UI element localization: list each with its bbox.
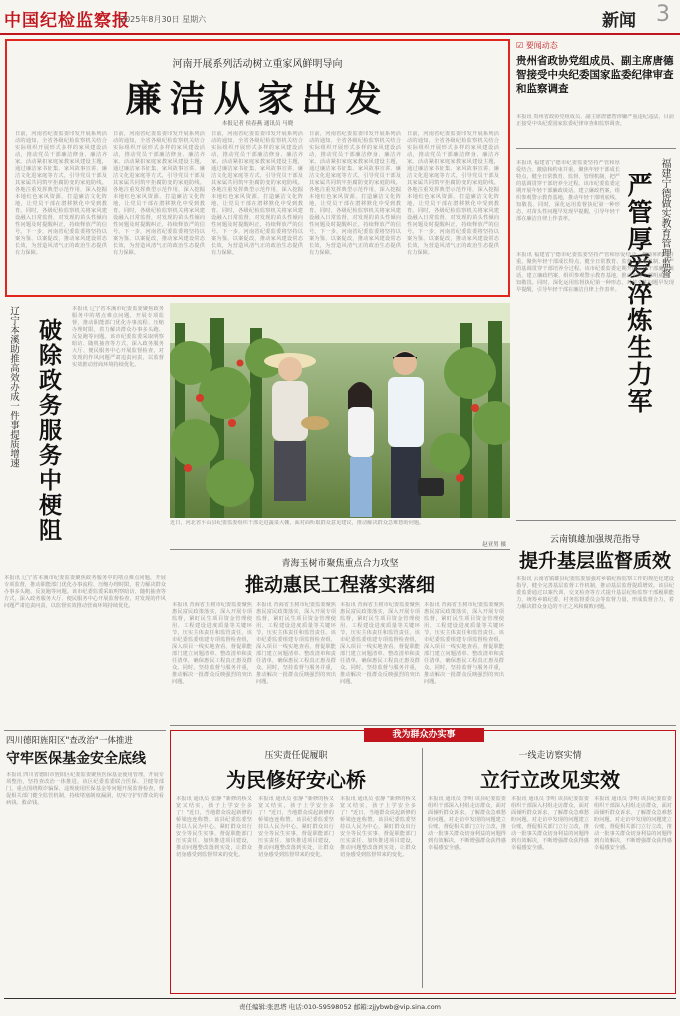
center-headline: 推动惠民工程落实落细 [244,574,435,596]
divider [4,730,166,731]
right-lower-article[interactable] [516,524,676,724]
column-label: ☑ 要闻动态 [516,41,558,50]
center-kicker: 青海玉树市聚焦重点合力攻坚 [281,559,399,569]
left-feature-body-continued: 本报讯 辽宁省本溪市纪委监委聚焦政务服务中的堵点难点问题，开展专项监督，推动职能部门优化办事流程、压缩办理时限，着力解决群众办事多头跑、反复跑等问题。该市纪委监委采取明察暗访、随机抽查等方式，深入政务服务大厅、便民服务中心开展监督检查，对发现的作风问题严肃追责问责，以监督实效推动营商环境持续优化。 [4,575,166,609]
lead-article[interactable] [5,39,510,297]
bottom-center-kicker: 压实责任促履职 [264,751,328,761]
footer-rule [4,998,676,999]
right-feature-kicker: 福建宁德做实教育管理监督 [659,158,670,278]
center-body-col4: 本报讯 青海省玉树市纪委监委聚焦惠民富民政策落实，深入开展专项监督，紧盯民生项目资金管理使用、工程建设进度质量等关键环节，压实主体责任和监管责任。该市纪委监委组建专项监督检查组，深入项目一线实地查看，督促职能部门建立问题清单、整改清单和责任清单，确保惠民工程真正惠及群众。同时，坚持监督与服务并重，推动解决一批群众反映强烈的突出问题。 [424,602,504,685]
left-feature-kicker: 辽宁本溪助推高效办成一件事提质增速 [8,306,19,468]
bottom-left-article[interactable] [4,734,166,994]
center-body-col2: 本报讯 青海省玉树市纪委监委聚焦惠民富民政策落实，深入开展专项监督，紧盯民生项目资金管理使用、工程建设进度质量等关键环节，压实主体责任和监管责任。该市纪委监委组建专项监督检查组，深入项目一线实地查看，督促职能部门建立问题清单、整改清单和责任清单，确保惠民工程真正惠及群众。同时，坚持监督与服务并重，推动解决一批群众反映强烈的突出问题。 [256,602,336,685]
left-feature[interactable] [4,302,166,572]
top-right-headline: 贵州省政协党组成员、副主席唐德智接受中央纪委国家监委纪律审查和监察调查 [516,55,674,95]
photo-caption: 近日，河北省平山县纪委监委组织干部走进蔬菜大棚，面对面听取群众意见建议，推动解决群众急难愁盼问题。 [170,520,425,526]
bottom-center-headline: 为民修好安心桥 [226,768,366,792]
bottom-right-body-col2: 本报讯 通讯员 李明 该县纪委监委组织干部深入村组走访群众，面对面倾听群众诉求，了解群众急难愁盼问题。对走访中发现的问题建立台账，督促相关部门立行立改，推动一批事关群众切身利益的问题得到有效解决，不断增强群众获得感幸福感安全感。 [511,796,589,851]
bottom-left-kicker: 四川德阳旌阳区"查改治"一体推进 [6,736,133,746]
bottom-center-body-col3: 本报讯 通讯员 张静 "新修的桥又宽又结实，孩子上学安全多了！"近日，当地群众说起新修的桥梁连连称赞。该县纪委监委坚持以人民为中心，紧盯群众出行安全等民生实事，督促职能部门压实责任、加快推进项目建设，推动问题整改落到实处，让群众切身感受到监督带来的变化。 [340,796,416,858]
center-article[interactable] [170,552,510,722]
page-footer: 责任编辑:张思塔 电话:010-59598052 邮箱:zjjybwb@vip.sina.com [238,1003,442,1011]
bottom-center-body-col1: 本报讯 通讯员 张静 "新修的桥又宽又结实，孩子上学安全多了！"近日，当地群众说起新修的桥梁连连称赞。该县纪委监委坚持以人民为中心，紧盯群众出行安全等民生实事，督促职能部门压实责任、加快推进项目建设，推动问题整改落到实处，让群众切身感受到监督带来的变化。 [176,796,252,858]
photo-caption-block [170,520,510,548]
masthead-rule [0,33,680,35]
bottom-right-body-col3: 本报讯 通讯员 李明 该县纪委监委组织干部深入村组走访群众，面对面倾听群众诉求，了解群众急难愁盼问题。对走访中发现的问题建立台账，督促相关部门立行立改，推动一批事关群众切身利益的问题得到有效解决，不断增强群众获得感幸福感安全感。 [594,796,672,851]
top-right-article[interactable] [516,40,676,145]
top-right-body: 本报讯 贵州省政协党组成员、副主席唐德智涉嫌严重违纪违法，目前正接受中央纪委国家监委纪律审查和监察调查。 [516,114,674,127]
bottom-right-body-col1: 本报讯 通讯员 李明 该县纪委监委组织干部深入村组走访群众，面对面倾听群众诉求，了解群众急难愁盼问题。对走访中发现的问题建立台账，督促相关部门立行立改，推动一批事关群众切身利益的问题得到有效解决，不断增强群众获得感幸福感安全感。 [428,796,506,851]
divider [422,748,423,988]
section-title: 新闻 [602,11,636,31]
photo-credit: 赵亚男 摄 [482,542,506,548]
greenhouse-photo [170,303,510,518]
divider [516,148,676,149]
right-lower-body: 本报讯 云南省镇雄县纪委监委加强对乡镇纪检监察工作的规范化建设指导，健全完善基层监督工作机制，推动基层监督提质增效。该县纪委监委通过以案代训、交叉检查等方式提升基层纪检监察干部履职能力，统筹乡镇纪委、村务监督委员会等监督力量，形成监督合力，着力解决群众身边的不正之风和腐败问题。 [516,576,674,610]
bottom-right-headline: 立行立改见实效 [480,768,620,792]
issue-date: 2025年8月30日 星期六 [120,15,207,24]
lead-body-col4: 日前，河南省纪委监委印发开展系列活动的通知，全省各级纪检监察机关结合实际组织开展形式多样的家风建设活动，推动党员干部廉洁修身、廉洁齐家。活动紧扣家庭家教家风建设主题，通过廉洁家书征集、家风故事宣讲、廉洁文化进家庭等方式，引导党员干部及其家属共同筑牢拒腐防变的家庭防线。各地注重发挥典型示范作用，深入挖掘本地红色家风资源，打造廉洁文化阵地，让党员干部在潜移默化中受到教育。同时，各级纪检监察机关将家风建设融入日常监督，对发现的苗头性倾向性问题及时提醒纠正，持续释放严的信号。下一步，河南省纪委监委将坚持以案为鉴、以案促改，推动家风建设常态长效，为营造风清气正的政治生态提供有力保障。 [309,131,401,256]
lead-body-col2: 日前，河南省纪委监委印发开展系列活动的通知，全省各级纪检监察机关结合实际组织开展形式多样的家风建设活动，推动党员干部廉洁修身、廉洁齐家。活动紧扣家庭家教家风建设主题，通过廉洁家书征集、家风故事宣讲、廉洁文化进家庭等方式，引导党员干部及其家属共同筑牢拒腐防变的家庭防线。各地注重发挥典型示范作用，深入挖掘本地红色家风资源，打造廉洁文化阵地，让党员干部在潜移默化中受到教育。同时，各级纪检监察机关将家风建设融入日常监督，对发现的苗头性倾向性问题及时提醒纠正，持续释放严的信号。下一步，河南省纪委监委将坚持以案为鉴、以案促改，推动家风建设常态长效，为营造风清气正的政治生态提供有力保障。 [113,131,205,256]
center-body-col3: 本报讯 青海省玉树市纪委监委聚焦惠民富民政策落实，深入开展专项监督，紧盯民生项目资金管理使用、工程建设进度质量等关键环节，压实主体责任和监管责任。该市纪委监委组建专项监督检查组，深入项目一线实地查看，督促职能部门建立问题清单、整改清单和责任清单，确保惠民工程真正惠及群众。同时，坚持监督与服务并重，推动解决一批群众反映强烈的突出问题。 [340,602,420,685]
bottom-center-body-col2: 本报讯 通讯员 张静 "新修的桥又宽又结实，孩子上学安全多了！"近日，当地群众说起新修的桥梁连连称赞。该县纪委监委坚持以人民为中心，紧盯群众出行安全等民生实事，督促职能部门压实责任、加快推进项目建设，推动问题整改落到实处，让群众切身感受到监督带来的变化。 [258,796,334,858]
bottom-left-headline: 守牢医保基金安全底线 [6,751,146,767]
center-body-col1: 本报讯 青海省玉树市纪委监委聚焦惠民富民政策落实，深入开展专项监督，紧盯民生项目资金管理使用、工程建设进度质量等关键环节，压实主体责任和监管责任。该市纪委监委组建专项监督检查组，深入项目一线实地查看，督促职能部门建立问题清单、整改清单和责任清单，确保惠民工程真正惠及群众。同时，坚持监督与服务并重，推动解决一批群众反映强烈的突出问题。 [172,602,252,685]
page-number: 3 [656,2,670,27]
masthead [0,0,680,34]
bottom-center-article[interactable] [176,746,416,990]
bottom-left-body: 本报讯 四川省德阳市旌阳区纪委监委聚焦医保基金使用管理，开展专项整治，坚持查改治一体推进。该区纪委监委联合医保、卫健等部门，重点围绕欺诈骗保、违规使用医保基金等问题开展监督检查，督促相关部门健全监管机制，持续堵塞制度漏洞，切实守护好群众的看病钱、救命钱。 [6,772,164,806]
lead-body-col5: 日前，河南省纪委监委印发开展系列活动的通知，全省各级纪检监察机关结合实际组织开展形式多样的家风建设活动，推动党员干部廉洁修身、廉洁齐家。活动紧扣家庭家教家风建设主题，通过廉洁家书征集、家风故事宣讲、廉洁文化进家庭等方式，引导党员干部及其家属共同筑牢拒腐防变的家庭防线。各地注重发挥典型示范作用，深入挖掘本地红色家风资源，打造廉洁文化阵地，让党员干部在潜移默化中受到教育。同时，各级纪检监察机关将家风建设融入日常监督，对发现的苗头性倾向性问题及时提醒纠正，持续释放严的信号。下一步，河南省纪委监委将坚持以案为鉴、以案促改，推动家风建设常态长效，为营造风清气正的政治生态提供有力保障。 [407,131,499,256]
lead-byline: 本报记者 侯春燕 通讯员 马晓 [221,121,294,127]
right-feature[interactable] [516,152,676,517]
right-feature-headline: 严管厚爱淬炼生力军 [624,172,653,415]
bottom-right-kicker: 一线走访察实情 [518,751,582,761]
lead-body-col3: 日前，河南省纪委监委印发开展系列活动的通知，全省各级纪检监察机关结合实际组织开展形式多样的家风建设活动，推动党员干部廉洁修身、廉洁齐家。活动紧扣家庭家教家风建设主题，通过廉洁家书征集、家风故事宣讲、廉洁文化进家庭等方式，引导党员干部及其家属共同筑牢拒腐防变的家庭防线。各地注重发挥典型示范作用，深入挖掘本地红色家风资源，打造廉洁文化阵地，让党员干部在潜移默化中受到教育。同时，各级纪检监察机关将家风建设融入日常监督，对发现的苗头性倾向性问题及时提醒纠正，持续释放严的信号。下一步，河南省纪委监委将坚持以案为鉴、以案促改，推动家风建设常态长效，为营造风清气正的政治生态提供有力保障。 [211,131,303,256]
right-lower-kicker: 云南镇雄加强规范指导 [549,535,640,545]
news-photo [170,303,510,518]
divider [170,725,676,726]
section-banner: 我为群众办实事 [364,728,484,742]
left-feature-body: 本报讯 辽宁省本溪市纪委监委聚焦政务服务中的堵点难点问题，开展专项监督，推动职能部门优化办事流程、压缩办理时限，着力解决群众办事多头跑、反复跑等问题。该市纪委监委采取明察暗访、随机抽查等方式，深入政务服务大厅、便民服务中心开展监督检查，对发现的作风问题严肃追责问责，以监督实效推动营商环境持续优化。 [72,306,164,368]
right-feature-body-top: 本报讯 福建省宁德市纪委监委坚持严管和厚爱结合、激励和约束并重，聚焦年轻干部成长特点，健全日常教育、监督、管理机制，把严的基调贯穿干部培养全过程。该市纪委监委定期开展年轻干部廉政谈话，建立廉政档案，组织参观警示教育基地，推动年轻干部明底线、知敬畏。同时，深化运用监督执纪第一种形态，对苗头性问题早发现早提醒，引导年轻干部在廉洁自律上作表率。 [516,160,620,222]
bottom-right-article[interactable] [428,746,672,990]
lead-headline: 廉洁从家出发 [125,78,390,120]
newspaper-logo: 中国纪检监察报 [4,11,130,31]
right-feature-body: 本报讯 福建省宁德市纪委监委坚持严管和厚爱结合、激励和约束并重，聚焦年轻干部成长特点，健全日常教育、监督、管理机制，把严的基调贯穿干部培养全过程。该市纪委监委定期开展年轻干部廉政谈话，建立廉政档案，组织参观警示教育基地，推动年轻干部明底线、知敬畏。同时，深化运用监督执纪第一种形态，对苗头性问题早发现早提醒，引导年轻干部在廉洁自律上作表率。 [516,252,674,293]
right-lower-headline: 提升基层监督质效 [518,550,671,572]
left-feature-headline: 破除政务服务中梗阻 [35,318,62,543]
divider [170,549,510,550]
lead-body-col1: 日前，河南省纪委监委印发开展系列活动的通知，全省各级纪检监察机关结合实际组织开展形式多样的家风建设活动，推动党员干部廉洁修身、廉洁齐家。活动紧扣家庭家教家风建设主题，通过廉洁家书征集、家风故事宣讲、廉洁文化进家庭等方式，引导党员干部及其家属共同筑牢拒腐防变的家庭防线。各地注重发挥典型示范作用，深入挖掘本地红色家风资源，打造廉洁文化阵地，让党员干部在潜移默化中受到教育。同时，各级纪检监察机关将家风建设融入日常监督，对发现的苗头性倾向性问题及时提醒纠正，持续释放严的信号。下一步，河南省纪委监委将坚持以案为鉴、以案促改，推动家风建设常态长效，为营造风清气正的政治生态提供有力保障。 [15,131,107,256]
lead-kicker: 河南开展系列活动树立重家风鲜明导向 [172,59,343,70]
divider [516,520,676,521]
